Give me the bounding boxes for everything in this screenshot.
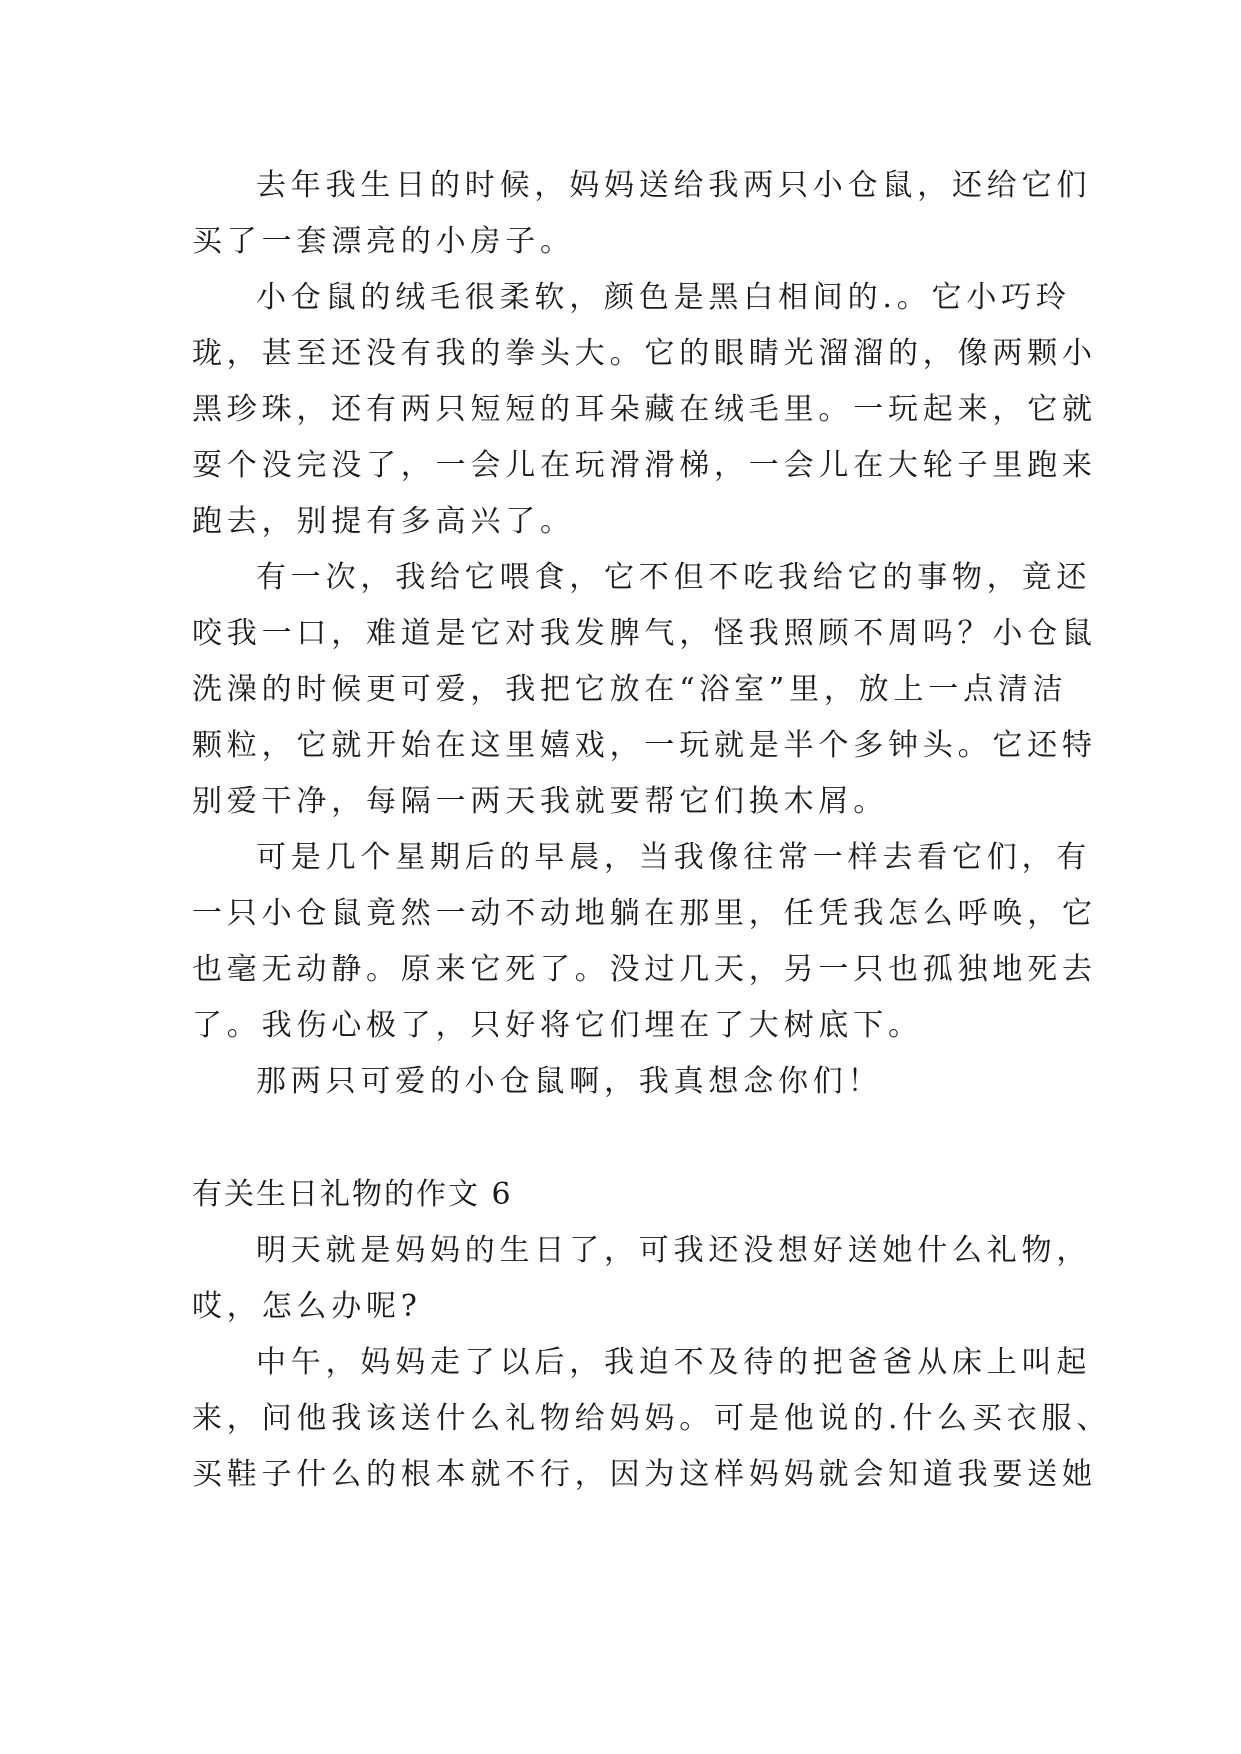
paragraph-line: 黑珍珠，还有两只短短的耳朵藏在绒毛里。一玩起来，它就 [192, 392, 1097, 427]
paragraph-line: 颗粒，它就开始在这里嬉戏，一玩就是半个多钟头。它还特 [192, 728, 1097, 763]
paragraph-line: 跑去，别提有多高兴了。 [192, 504, 575, 539]
paragraph-line: 买鞋子什么的根本就不行，因为这样妈妈就会知道我要送她 [192, 1457, 1097, 1492]
paragraph-line: 可是几个星期后的早晨，当我像往常一样去看它们，有 [256, 840, 1092, 875]
paragraph-line: 来，问他我该送什么礼物给妈妈。可是他说的.什么买衣服、 [192, 1401, 1112, 1436]
paragraph-line: 哎，怎么办呢? [192, 1289, 422, 1324]
paragraph-line: 咬我一口，难道是它对我发脾气，怪我照顾不周吗？小仓鼠 [192, 616, 1097, 651]
paragraph-line: 一只小仓鼠竟然一动不动地躺在那里，任凭我怎么呼唤，它 [192, 896, 1097, 931]
paragraph-line: 明天就是妈妈的生日了，可我还没想好送她什么礼物， [256, 1233, 1092, 1268]
paragraph-line: 那两只可爱的小仓鼠啊，我真想念你们！ [256, 1064, 883, 1099]
paragraph-line: 珑，甚至还没有我的拳头大。它的眼睛光溜溜的，像两颗小 [192, 336, 1097, 371]
paragraph-line: 有一次，我给它喂食，它不但不吃我给它的事物，竟还 [256, 560, 1092, 595]
paragraph-line: 买了一套漂亮的小房子。 [192, 224, 575, 259]
paragraph-line: 去年我生日的时候，妈妈送给我两只小仓鼠，还给它们 [256, 168, 1092, 203]
paragraph-line: 小仓鼠的绒毛很柔软，颜色是黑白相间的.。它小巧玲 [256, 280, 1071, 315]
paragraph-line: 别爱干净，每隔一两天我就要帮它们换木屑。 [192, 784, 888, 819]
paragraph-line: 也毫无动静。原来它死了。没过几天，另一只也孤独地死去 [192, 952, 1097, 987]
section-heading: 有关生日礼物的作文 6 [192, 1177, 513, 1212]
paragraph-line: 了。我伤心极了，只好将它们埋在了大树底下。 [192, 1008, 923, 1043]
paragraph-line: 洗澡的时候更可爱，我把它放在“浴室”里，放上一点清洁 [192, 672, 1068, 707]
paragraph-line: 中午，妈妈走了以后，我迫不及待的把爸爸从床上叫起 [256, 1345, 1092, 1380]
paragraph-line: 耍个没完没了，一会儿在玩滑滑梯，一会儿在大轮子里跑来 [192, 448, 1097, 483]
